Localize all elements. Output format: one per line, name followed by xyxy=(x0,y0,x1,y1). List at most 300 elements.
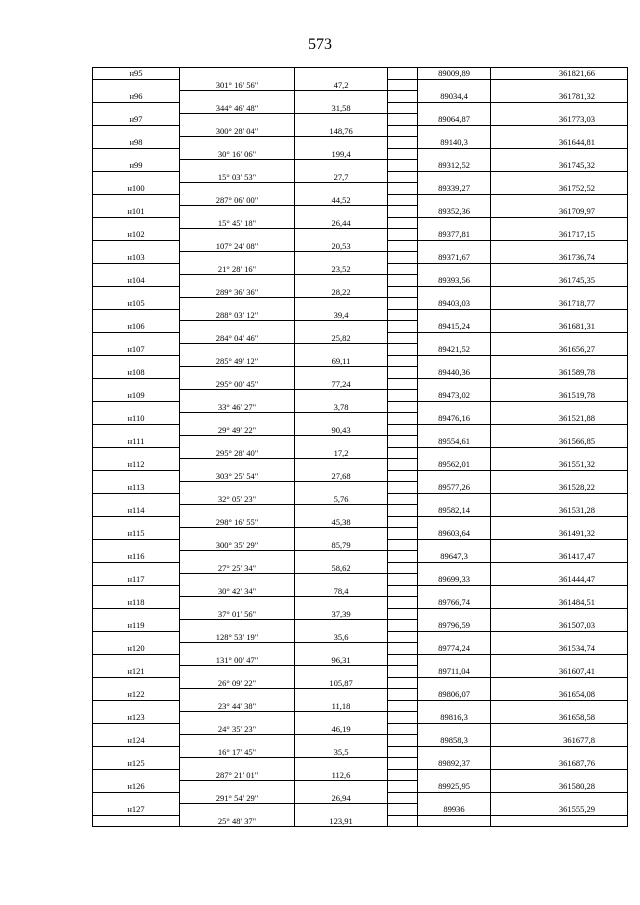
distance-empty-cell xyxy=(295,459,388,471)
segment-length: 45,38 xyxy=(295,517,388,529)
x-empty-cell xyxy=(418,356,491,368)
point-name: н124 xyxy=(93,735,180,747)
segment-length: 47,2 xyxy=(295,80,388,92)
spacer-cell xyxy=(388,367,418,379)
segment-length: 58,62 xyxy=(295,563,388,575)
direction-angle: 24° 35' 23" xyxy=(180,724,295,736)
x-coordinate: 89339,27 xyxy=(418,183,491,195)
y-coordinate: 361521,88 xyxy=(491,413,628,425)
direction-angle: 128° 53' 19" xyxy=(180,632,295,644)
spacer-cell xyxy=(388,528,418,540)
segment-length: 11,18 xyxy=(295,701,388,713)
x-coordinate: 89699,33 xyxy=(418,574,491,586)
x-empty-cell xyxy=(418,816,491,828)
y-coordinate: 361607,41 xyxy=(491,666,628,678)
point-row xyxy=(93,574,628,586)
segment-length: 46,19 xyxy=(295,724,388,736)
distance-empty-cell xyxy=(295,666,388,678)
point-empty-cell xyxy=(93,356,180,368)
y-empty-cell xyxy=(491,770,628,782)
segment-row xyxy=(93,471,628,483)
segment-length: 27,7 xyxy=(295,172,388,184)
y-coordinate: 361681,31 xyxy=(491,321,628,333)
point-empty-cell xyxy=(93,724,180,736)
x-coordinate: 89936 xyxy=(418,804,491,816)
spacer-cell xyxy=(388,344,418,356)
angle-empty-cell xyxy=(180,114,295,126)
point-row xyxy=(93,459,628,471)
y-empty-cell xyxy=(491,724,628,736)
point-row xyxy=(93,804,628,816)
point-empty-cell xyxy=(93,540,180,552)
direction-angle: 287° 06' 00" xyxy=(180,195,295,207)
point-row xyxy=(93,91,628,103)
x-coordinate: 89034,4 xyxy=(418,91,491,103)
y-empty-cell xyxy=(491,310,628,322)
x-empty-cell xyxy=(418,149,491,161)
x-empty-cell xyxy=(418,103,491,115)
x-coordinate: 89473,02 xyxy=(418,390,491,402)
y-empty-cell xyxy=(491,195,628,207)
y-coordinate: 361687,76 xyxy=(491,758,628,770)
direction-angle: 27° 25' 34" xyxy=(180,563,295,575)
distance-empty-cell xyxy=(295,390,388,402)
spacer-cell xyxy=(388,356,418,368)
distance-empty-cell xyxy=(295,321,388,333)
spacer-cell xyxy=(388,551,418,563)
x-empty-cell xyxy=(418,425,491,437)
x-coordinate: 89816,3 xyxy=(418,712,491,724)
point-name: н111 xyxy=(93,436,180,448)
point-name: н120 xyxy=(93,643,180,655)
spacer-cell xyxy=(388,172,418,184)
direction-angle: 298° 16' 55" xyxy=(180,517,295,529)
x-empty-cell xyxy=(418,655,491,667)
x-empty-cell xyxy=(418,563,491,575)
segment-row xyxy=(93,724,628,736)
point-empty-cell xyxy=(93,264,180,276)
spacer-cell xyxy=(388,517,418,529)
distance-empty-cell xyxy=(295,183,388,195)
segment-length: 25,82 xyxy=(295,333,388,345)
direction-angle: 295° 00' 45" xyxy=(180,379,295,391)
spacer-cell xyxy=(388,781,418,793)
segment-row xyxy=(93,655,628,667)
point-row xyxy=(93,137,628,149)
y-coordinate: 361736,74 xyxy=(491,252,628,264)
point-empty-cell xyxy=(93,333,180,345)
spacer-cell xyxy=(388,379,418,391)
segment-length: 78,4 xyxy=(295,586,388,598)
point-row xyxy=(93,229,628,241)
spacer-cell xyxy=(388,436,418,448)
distance-empty-cell xyxy=(295,597,388,609)
point-empty-cell xyxy=(93,149,180,161)
spacer-cell xyxy=(388,114,418,126)
x-coordinate: 89925,95 xyxy=(418,781,491,793)
angle-empty-cell xyxy=(180,91,295,103)
point-name: н126 xyxy=(93,781,180,793)
segment-length: 20,53 xyxy=(295,241,388,253)
spacer-cell xyxy=(388,137,418,149)
point-empty-cell xyxy=(93,586,180,598)
point-empty-cell xyxy=(93,218,180,230)
angle-empty-cell xyxy=(180,206,295,218)
spacer-cell xyxy=(388,275,418,287)
point-row xyxy=(93,321,628,333)
segment-row xyxy=(93,540,628,552)
direction-angle: 15° 03' 53" xyxy=(180,172,295,184)
x-empty-cell xyxy=(418,770,491,782)
spacer-cell xyxy=(388,402,418,414)
point-empty-cell xyxy=(93,80,180,92)
point-row xyxy=(93,620,628,632)
distance-empty-cell xyxy=(295,413,388,425)
x-coordinate: 89562,01 xyxy=(418,459,491,471)
point-empty-cell xyxy=(93,678,180,690)
segment-length: 3,78 xyxy=(295,402,388,414)
point-name: н106 xyxy=(93,321,180,333)
spacer-cell xyxy=(388,471,418,483)
segment-row xyxy=(93,195,628,207)
spacer-cell xyxy=(388,218,418,230)
point-row xyxy=(93,781,628,793)
y-coordinate: 361718,77 xyxy=(491,298,628,310)
point-name: н119 xyxy=(93,620,180,632)
segment-row xyxy=(93,149,628,161)
distance-empty-cell xyxy=(295,781,388,793)
distance-empty-cell xyxy=(295,275,388,287)
x-empty-cell xyxy=(418,586,491,598)
point-name: н113 xyxy=(93,482,180,494)
distance-empty-cell xyxy=(295,620,388,632)
angle-empty-cell xyxy=(180,551,295,563)
segment-length: 28,22 xyxy=(295,287,388,299)
direction-angle: 21° 28' 16" xyxy=(180,264,295,276)
point-empty-cell xyxy=(93,103,180,115)
y-coordinate: 361658,58 xyxy=(491,712,628,724)
segment-length: 17,2 xyxy=(295,448,388,460)
direction-angle: 284° 04' 46" xyxy=(180,333,295,345)
page-number: 573 xyxy=(308,36,332,53)
point-name: н95 xyxy=(93,68,180,80)
direction-angle: 30° 42' 34" xyxy=(180,586,295,598)
spacer-cell xyxy=(388,425,418,437)
x-empty-cell xyxy=(418,793,491,805)
point-row xyxy=(93,206,628,218)
point-empty-cell xyxy=(93,655,180,667)
x-coordinate: 89892,37 xyxy=(418,758,491,770)
point-row xyxy=(93,298,628,310)
spacer-cell xyxy=(388,574,418,586)
point-row xyxy=(93,344,628,356)
segment-length: 105,87 xyxy=(295,678,388,690)
point-name: н108 xyxy=(93,367,180,379)
segment-row xyxy=(93,126,628,138)
segment-row xyxy=(93,770,628,782)
angle-empty-cell xyxy=(180,436,295,448)
spacer-cell xyxy=(388,793,418,805)
x-empty-cell xyxy=(418,540,491,552)
spacer-cell xyxy=(388,620,418,632)
x-empty-cell xyxy=(418,494,491,506)
angle-empty-cell xyxy=(180,758,295,770)
spacer-cell xyxy=(388,298,418,310)
angle-empty-cell xyxy=(180,528,295,540)
angle-empty-cell xyxy=(180,505,295,517)
spacer-cell xyxy=(388,747,418,759)
segment-length: 96,31 xyxy=(295,655,388,667)
x-empty-cell xyxy=(418,310,491,322)
x-empty-cell xyxy=(418,724,491,736)
distance-empty-cell xyxy=(295,160,388,172)
y-coordinate: 361709,97 xyxy=(491,206,628,218)
point-name: н103 xyxy=(93,252,180,264)
x-empty-cell xyxy=(418,517,491,529)
y-empty-cell xyxy=(491,517,628,529)
y-coordinate: 361656,27 xyxy=(491,344,628,356)
spacer-cell xyxy=(388,160,418,172)
distance-empty-cell xyxy=(295,758,388,770)
y-empty-cell xyxy=(491,379,628,391)
y-coordinate: 361752,52 xyxy=(491,183,628,195)
distance-empty-cell xyxy=(295,482,388,494)
y-empty-cell xyxy=(491,172,628,184)
y-coordinate: 361745,32 xyxy=(491,160,628,172)
direction-angle: 32° 05' 23" xyxy=(180,494,295,506)
segment-length: 90,43 xyxy=(295,425,388,437)
point-row xyxy=(93,758,628,770)
y-empty-cell xyxy=(491,333,628,345)
point-name: н97 xyxy=(93,114,180,126)
y-empty-cell xyxy=(491,103,628,115)
point-row xyxy=(93,712,628,724)
y-empty-cell xyxy=(491,494,628,506)
y-coordinate: 361773,03 xyxy=(491,114,628,126)
direction-angle: 291° 54' 29" xyxy=(180,793,295,805)
angle-empty-cell xyxy=(180,781,295,793)
segment-row xyxy=(93,379,628,391)
y-coordinate: 361589,78 xyxy=(491,367,628,379)
point-empty-cell xyxy=(93,609,180,621)
x-coordinate: 89393,56 xyxy=(418,275,491,287)
point-name: н109 xyxy=(93,390,180,402)
point-row xyxy=(93,413,628,425)
y-coordinate: 361417,47 xyxy=(491,551,628,563)
y-coordinate: 361580,28 xyxy=(491,781,628,793)
x-coordinate: 89312,52 xyxy=(418,160,491,172)
x-coordinate: 89806,07 xyxy=(418,689,491,701)
point-row xyxy=(93,735,628,747)
y-coordinate: 361677,8 xyxy=(491,735,628,747)
point-name: н98 xyxy=(93,137,180,149)
direction-angle: 288° 03' 12" xyxy=(180,310,295,322)
point-row xyxy=(93,367,628,379)
y-coordinate: 361484,51 xyxy=(491,597,628,609)
point-row xyxy=(93,68,628,80)
segment-row xyxy=(93,816,628,828)
y-empty-cell xyxy=(491,632,628,644)
point-empty-cell xyxy=(93,747,180,759)
point-name: н114 xyxy=(93,505,180,517)
angle-empty-cell xyxy=(180,160,295,172)
x-coordinate: 89858,3 xyxy=(418,735,491,747)
segment-row xyxy=(93,448,628,460)
segment-row xyxy=(93,218,628,230)
x-coordinate: 89647,3 xyxy=(418,551,491,563)
segment-length: 123,91 xyxy=(295,816,388,828)
segment-row xyxy=(93,241,628,253)
point-empty-cell xyxy=(93,425,180,437)
y-coordinate: 361507,03 xyxy=(491,620,628,632)
segment-length: 27,68 xyxy=(295,471,388,483)
point-row xyxy=(93,436,628,448)
y-empty-cell xyxy=(491,80,628,92)
spacer-cell xyxy=(388,597,418,609)
point-row xyxy=(93,482,628,494)
y-coordinate: 361444,47 xyxy=(491,574,628,586)
y-empty-cell xyxy=(491,678,628,690)
spacer-cell xyxy=(388,68,418,80)
segment-length: 5,76 xyxy=(295,494,388,506)
angle-empty-cell xyxy=(180,252,295,264)
point-name: н104 xyxy=(93,275,180,287)
spacer-cell xyxy=(388,333,418,345)
segment-row xyxy=(93,402,628,414)
point-empty-cell xyxy=(93,448,180,460)
direction-angle: 25° 48' 37" xyxy=(180,816,295,828)
segment-length: 77,24 xyxy=(295,379,388,391)
x-coordinate: 89421,52 xyxy=(418,344,491,356)
coordinates-table xyxy=(92,67,628,827)
y-empty-cell xyxy=(491,241,628,253)
segment-length: 44,52 xyxy=(295,195,388,207)
spacer-cell xyxy=(388,91,418,103)
y-empty-cell xyxy=(491,356,628,368)
distance-empty-cell xyxy=(295,367,388,379)
spacer-cell xyxy=(388,482,418,494)
point-name: н101 xyxy=(93,206,180,218)
direction-angle: 344° 46' 48" xyxy=(180,103,295,115)
angle-empty-cell xyxy=(180,689,295,701)
x-empty-cell xyxy=(418,264,491,276)
x-coordinate: 89371,67 xyxy=(418,252,491,264)
point-row xyxy=(93,252,628,264)
spacer-cell xyxy=(388,310,418,322)
spacer-cell xyxy=(388,80,418,92)
point-name: н107 xyxy=(93,344,180,356)
distance-empty-cell xyxy=(295,206,388,218)
point-empty-cell xyxy=(93,126,180,138)
point-empty-cell xyxy=(93,310,180,322)
distance-empty-cell xyxy=(295,137,388,149)
spacer-cell xyxy=(388,321,418,333)
y-coordinate: 361551,32 xyxy=(491,459,628,471)
segment-length: 26,94 xyxy=(295,793,388,805)
spacer-cell xyxy=(388,632,418,644)
spacer-cell xyxy=(388,643,418,655)
x-empty-cell xyxy=(418,126,491,138)
y-coordinate: 361745,35 xyxy=(491,275,628,287)
angle-empty-cell xyxy=(180,804,295,816)
angle-empty-cell xyxy=(180,597,295,609)
spacer-cell xyxy=(388,390,418,402)
spacer-cell xyxy=(388,770,418,782)
point-row xyxy=(93,689,628,701)
spacer-cell xyxy=(388,540,418,552)
x-coordinate: 89554,61 xyxy=(418,436,491,448)
point-row xyxy=(93,160,628,172)
x-coordinate: 89440,36 xyxy=(418,367,491,379)
direction-angle: 287° 21' 01" xyxy=(180,770,295,782)
direction-angle: 23° 44' 38" xyxy=(180,701,295,713)
spacer-cell xyxy=(388,724,418,736)
x-empty-cell xyxy=(418,379,491,391)
spacer-cell xyxy=(388,287,418,299)
distance-empty-cell xyxy=(295,712,388,724)
spacer-cell xyxy=(388,264,418,276)
y-coordinate: 361566,85 xyxy=(491,436,628,448)
segment-length: 148,76 xyxy=(295,126,388,138)
y-empty-cell xyxy=(491,586,628,598)
segment-row xyxy=(93,678,628,690)
point-empty-cell xyxy=(93,793,180,805)
spacer-cell xyxy=(388,241,418,253)
point-name: н100 xyxy=(93,183,180,195)
segment-row xyxy=(93,103,628,115)
spacer-cell xyxy=(388,666,418,678)
angle-empty-cell xyxy=(180,413,295,425)
y-empty-cell xyxy=(491,701,628,713)
point-empty-cell xyxy=(93,517,180,529)
x-empty-cell xyxy=(418,609,491,621)
point-name: н118 xyxy=(93,597,180,609)
y-empty-cell xyxy=(491,563,628,575)
spacer-cell xyxy=(388,195,418,207)
point-name: н122 xyxy=(93,689,180,701)
point-empty-cell xyxy=(93,632,180,644)
angle-empty-cell xyxy=(180,574,295,586)
spacer-cell xyxy=(388,126,418,138)
x-empty-cell xyxy=(418,471,491,483)
point-name: н127 xyxy=(93,804,180,816)
y-empty-cell xyxy=(491,448,628,460)
spacer-cell xyxy=(388,459,418,471)
angle-empty-cell xyxy=(180,275,295,287)
segment-row xyxy=(93,747,628,759)
distance-empty-cell xyxy=(295,229,388,241)
y-empty-cell xyxy=(491,126,628,138)
spacer-cell xyxy=(388,804,418,816)
x-coordinate: 89403,03 xyxy=(418,298,491,310)
spacer-cell xyxy=(388,206,418,218)
point-empty-cell xyxy=(93,494,180,506)
x-empty-cell xyxy=(418,218,491,230)
angle-empty-cell xyxy=(180,183,295,195)
direction-angle: 300° 28' 04" xyxy=(180,126,295,138)
angle-empty-cell xyxy=(180,666,295,678)
x-coordinate: 89577,26 xyxy=(418,482,491,494)
angle-empty-cell xyxy=(180,643,295,655)
point-row xyxy=(93,666,628,678)
spacer-cell xyxy=(388,816,418,828)
y-coordinate: 361781,32 xyxy=(491,91,628,103)
spacer-cell xyxy=(388,505,418,517)
distance-empty-cell xyxy=(295,344,388,356)
segment-row xyxy=(93,517,628,529)
direction-angle: 33° 46' 27" xyxy=(180,402,295,414)
direction-angle: 300° 35' 29" xyxy=(180,540,295,552)
